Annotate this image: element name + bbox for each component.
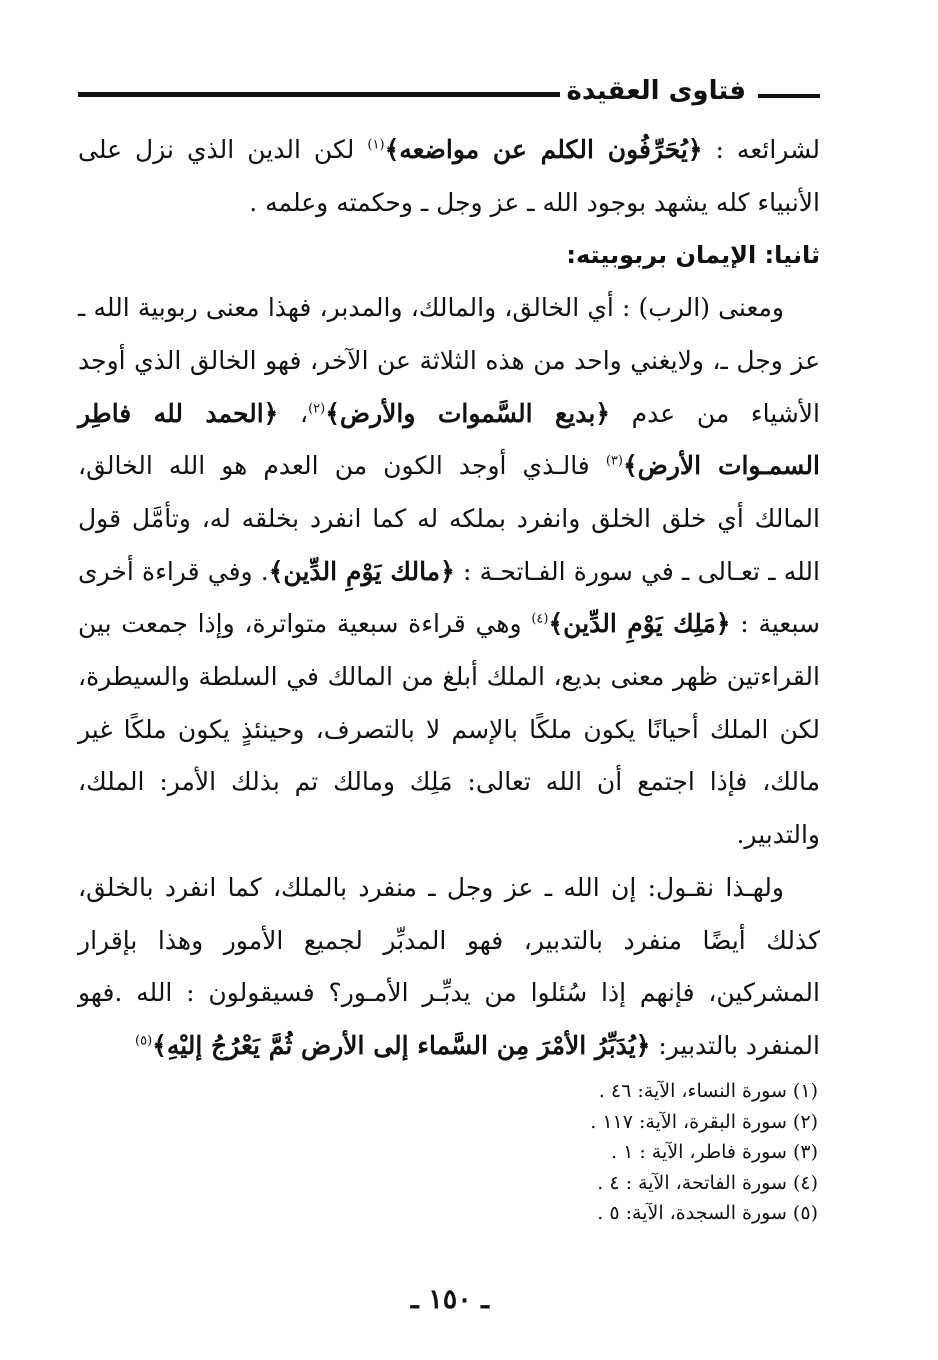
header-rule-long <box>78 92 560 97</box>
footnote-ref-2: (٢) <box>308 401 326 417</box>
text-run: لكن الدين الذي نزل على الأنبياء كله يشهد بوجود الله ـ عز وجل ـ وحكمته وعلمه . <box>78 135 820 217</box>
quran-quote: ﴿بديع السَّموات والأرض﴾ <box>325 398 610 428</box>
text-run: فالـذي أوجد الكون من العدم هو الله الخالق، المالك أي خلق الخلق وانفرد بملكه له كما انفرد بخلقه له، وتأمَّل قول الله ـ تعـالى ـ في سورة الفـاتحـة : <box>78 451 820 586</box>
main-text <box>78 124 820 1073</box>
quran-quote: ﴿الحمد لله فاطِر السمـوات الأرض﴾ <box>78 398 820 481</box>
paragraph-2 <box>78 282 820 862</box>
footnote-ref-4: (٤) <box>531 612 549 627</box>
footnote-item: (١) سورة النساء، الآية: ٤٦ . <box>598 1080 818 1102</box>
text-run: وهي قراءة سبعية متواترة، وإذا جمعت بين القراءتين ظهر معنى بديع، الملك أبلغ من المالك في السلطة والسيطرة، لكن الملك أحيانًا يكون ملكًا بالإسم لا بالتصرف، وحينئذٍ يكون ملكًا غير مالك، فإذا اجتمع أن الله تعالى: مَلِك ومالك تم بذلك الأمر: الملك، والتدبير. <box>78 609 821 850</box>
section-heading <box>78 229 820 282</box>
quran-quote: ﴿يُحَرِّفُون الكلم عن مواضعه﴾ <box>384 135 703 164</box>
footnote-ref-5: (٥) <box>135 1033 153 1049</box>
text-run: ولهـذا نقـول: إن الله ـ عز وجل ـ منفرد بالملك، كما انفرد بالخلق، كذلك أيضًا منفرد بالتدبير، فهو المدبِّر لجميع الأمور وهذا بإقرار المشركين، فإنهم إذا سُئلوا من يدبِّـر الأمـور؟ فسيقولون : الله .فهو المنفرد بالتدبير: <box>78 872 820 1060</box>
footnote-ref-1: (١) <box>367 137 385 153</box>
footnote-item: (٤) سورة الفاتحة، الآية : ٤ . <box>597 1171 818 1194</box>
footnote-item: (٥) سورة السجدة، الآية: ٥ . <box>597 1202 818 1224</box>
header-rule-short <box>758 94 820 98</box>
text-run: لشرائعه : <box>702 135 821 164</box>
footnote-item: (٣) سورة فاطر، الآية : ١ . <box>610 1141 818 1163</box>
paragraph-3 <box>78 862 820 1073</box>
paragraph-1 <box>78 124 820 229</box>
footnote-item: (٢) سورة البقرة، الآية: ١١٧ . <box>590 1110 818 1133</box>
quran-quote: ﴿مالك يَوْمِ الدِّين﴾ <box>268 556 455 586</box>
footnotes <box>418 1076 818 1229</box>
footnote-ref-3: (٣) <box>605 453 623 469</box>
text-run: . وفي قراءة أخرى سبعية : <box>78 556 820 639</box>
text-run: ومعنى (الرب) : أي الخالق، والمالك، والمدبر، فهذا معنى ربوبية الله ـ عز وجل ـ، ولايغني واحد من هذه الثلاثة عن الآخر، فهو الخالق الذي أوجد الأشياء من عدم <box>78 293 820 428</box>
heading-text: ثانيا: الإيمان بربوبيته: <box>566 241 820 270</box>
quran-quote: ﴿يُدَبِّرُ الأمْرَ مِن السَّماء إلى الأرض ثُمَّ يَعْرُجُ إليْهِ﴾ <box>152 1030 651 1060</box>
page-number: ـ ١٥٠ ـ <box>410 1284 490 1315</box>
text-run: ، <box>278 398 309 428</box>
quran-quote: ﴿مَلِك يَوْمِ الدِّين﴾ <box>548 609 731 639</box>
running-header-title: فتاوى العقيدة <box>566 76 746 106</box>
